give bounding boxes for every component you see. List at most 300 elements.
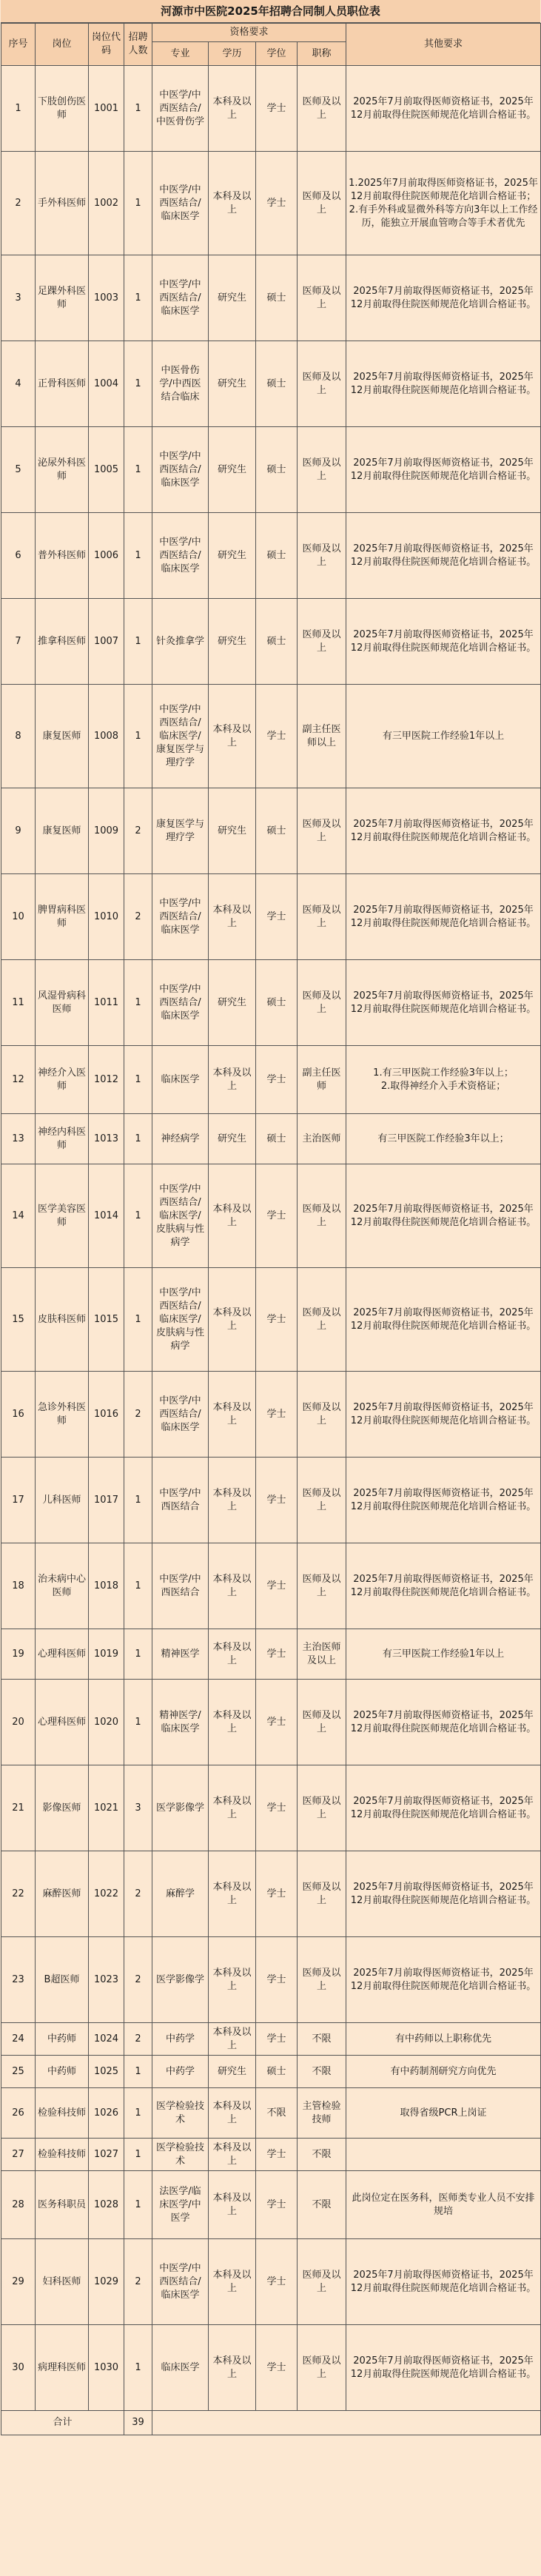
cell-title: 医师及以上: [298, 427, 346, 513]
cell-degree: 硕士: [256, 599, 298, 685]
cell-title: 医师及以上: [298, 1543, 346, 1629]
table-row: [1, 1937, 541, 2023]
table-row: [1, 2088, 541, 2139]
cell-code: 1025: [89, 2056, 124, 2088]
cell-title: 医师及以上: [298, 960, 346, 1046]
cell-education: 本科及以上: [209, 1543, 256, 1629]
table-row: [1, 1629, 541, 1680]
cell-position: 中药师: [36, 2056, 89, 2088]
cell-major: 中医学/中西医结合/临床医学: [152, 2239, 209, 2325]
cell-major: 针灸推拿学: [152, 599, 209, 685]
table-row: [1, 685, 541, 788]
cell-no: 30: [1, 2325, 36, 2411]
header-degree: 学位: [256, 42, 298, 66]
table-row: [1, 341, 541, 427]
document-title: 河源市中医院2025年招聘合同制人员职位表: [1, 0, 540, 23]
cell-major: 医学影像学: [152, 1765, 209, 1851]
cell-other: 2025年7月前取得医师资格证书，2025年12月前取得住院医师规范化培训合格证书。: [346, 427, 541, 513]
cell-title: 医师及以上: [298, 255, 346, 341]
cell-major: 中医学/中西医结合: [152, 1458, 209, 1543]
cell-degree: 学士: [256, 2139, 298, 2171]
table-row: [1, 2139, 541, 2171]
cell-code: 1001: [89, 66, 124, 152]
cell-other: 有中药制剂研究方向优先: [346, 2056, 541, 2088]
cell-other: 2025年7月前取得医师资格证书，2025年12月前取得住院医师规范化培训合格证书。: [346, 1851, 541, 1937]
cell-degree: 学士: [256, 1543, 298, 1629]
cell-major: 中医学/中西医结合/临床医学/皮肤病与性病学: [152, 1268, 209, 1372]
cell-major: 中医学/中西医结合/临床医学: [152, 513, 209, 599]
cell-code: 1029: [89, 2239, 124, 2325]
cell-position: 推拿科医师: [36, 599, 89, 685]
cell-other: 2025年7月前取得医师资格证书，2025年12月前取得住院医师规范化培训合格证书。: [346, 1543, 541, 1629]
cell-count: 1: [124, 1046, 152, 1114]
table-row: [1, 1114, 541, 1164]
table-row: [1, 2325, 541, 2411]
cell-code: 1027: [89, 2139, 124, 2171]
cell-title: 医师及以上: [298, 152, 346, 255]
cell-code: 1011: [89, 960, 124, 1046]
cell-count: 1: [124, 1629, 152, 1680]
cell-no: 22: [1, 1851, 36, 1937]
cell-degree: 硕士: [256, 960, 298, 1046]
cell-no: 25: [1, 2056, 36, 2088]
cell-position: 下肢创伤医师: [36, 66, 89, 152]
cell-degree: 学士: [256, 2171, 298, 2239]
cell-education: 研究生: [209, 427, 256, 513]
cell-no: 1: [1, 66, 36, 152]
cell-education: 研究生: [209, 513, 256, 599]
cell-education: 本科及以上: [209, 2171, 256, 2239]
cell-position: 康复医师: [36, 788, 89, 874]
cell-position: 急诊外科医师: [36, 1372, 89, 1458]
cell-count: 1: [124, 255, 152, 341]
table-body: [1, 66, 541, 2411]
cell-no: 7: [1, 599, 36, 685]
cell-position: 医务科职员: [36, 2171, 89, 2239]
table-row: [1, 1046, 541, 1114]
cell-position: 治未病中心医师: [36, 1543, 89, 1629]
total-label: 合计: [1, 2411, 124, 2435]
header-code: 岗位代码: [89, 24, 124, 66]
cell-no: 5: [1, 427, 36, 513]
cell-major: 中医学/中西医结合/临床医学: [152, 960, 209, 1046]
cell-count: 1: [124, 66, 152, 152]
cell-title: 医师及以上: [298, 2239, 346, 2325]
cell-title: 医师及以上: [298, 1851, 346, 1937]
cell-count: 1: [124, 1458, 152, 1543]
cell-education: 研究生: [209, 2056, 256, 2088]
cell-title: 医师及以上: [298, 1680, 346, 1765]
cell-title: 医师及以上: [298, 1765, 346, 1851]
cell-title: 医师及以上: [298, 599, 346, 685]
cell-other: 2025年7月前取得医师资格证书，2025年12月前取得住院医师规范化培训合格证书。: [346, 1765, 541, 1851]
cell-code: 1009: [89, 788, 124, 874]
cell-code: 1020: [89, 1680, 124, 1765]
cell-major: 麻醉学: [152, 1851, 209, 1937]
cell-major: 法医学/临床医学/中医学: [152, 2171, 209, 2239]
cell-title: 医师及以上: [298, 1937, 346, 2023]
cell-code: 1021: [89, 1765, 124, 1851]
cell-position: 检验科技师: [36, 2088, 89, 2139]
cell-other: 2025年7月前取得医师资格证书，2025年12月前取得住院医师规范化培训合格证书。: [346, 66, 541, 152]
cell-position: 神经内科医师: [36, 1114, 89, 1164]
cell-code: 1024: [89, 2023, 124, 2056]
cell-code: 1008: [89, 685, 124, 788]
cell-position: 医学美容医师: [36, 1164, 89, 1268]
cell-count: 2: [124, 1851, 152, 1937]
cell-education: 研究生: [209, 788, 256, 874]
cell-code: 1005: [89, 427, 124, 513]
cell-no: 19: [1, 1629, 36, 1680]
cell-title: 副主任医师: [298, 1046, 346, 1114]
cell-position: 康复医师: [36, 685, 89, 788]
cell-count: 1: [124, 341, 152, 427]
cell-count: 1: [124, 685, 152, 788]
cell-title: 医师及以上: [298, 1268, 346, 1372]
cell-other: 2025年7月前取得医师资格证书，2025年12月前取得住院医师规范化培训合格证书。: [346, 255, 541, 341]
cell-title: 副主任医师以上: [298, 685, 346, 788]
cell-education: 研究生: [209, 599, 256, 685]
cell-count: 1: [124, 1543, 152, 1629]
cell-education: 研究生: [209, 1114, 256, 1164]
table-row: [1, 1851, 541, 1937]
cell-degree: 学士: [256, 1046, 298, 1114]
cell-education: 本科及以上: [209, 152, 256, 255]
cell-position: 检验科技师: [36, 2139, 89, 2171]
cell-position: 儿科医师: [36, 1458, 89, 1543]
cell-degree: 学士: [256, 1372, 298, 1458]
cell-position: 风湿骨病科医师: [36, 960, 89, 1046]
table-row: [1, 1458, 541, 1543]
cell-count: 1: [124, 1114, 152, 1164]
cell-education: 本科及以上: [209, 1372, 256, 1458]
cell-other: 2025年7月前取得医师资格证书，2025年12月前取得住院医师规范化培训合格证书。: [346, 1458, 541, 1543]
cell-no: 29: [1, 2239, 36, 2325]
cell-no: 17: [1, 1458, 36, 1543]
cell-code: 1023: [89, 1937, 124, 2023]
cell-position: 麻醉医师: [36, 1851, 89, 1937]
cell-degree: 学士: [256, 152, 298, 255]
cell-other: 2025年7月前取得医师资格证书，2025年12月前取得住院医师规范化培训合格证书。: [346, 1268, 541, 1372]
cell-title: 医师及以上: [298, 788, 346, 874]
cell-no: 4: [1, 341, 36, 427]
header-education: 学历: [209, 42, 256, 66]
cell-code: 1013: [89, 1114, 124, 1164]
cell-title: 不限: [298, 2056, 346, 2088]
cell-major: 中医学/中西医结合/临床医学: [152, 874, 209, 960]
cell-count: 2: [124, 1937, 152, 2023]
cell-code: 1018: [89, 1543, 124, 1629]
table-row: [1, 255, 541, 341]
cell-education: 本科及以上: [209, 2088, 256, 2139]
cell-code: 1015: [89, 1268, 124, 1372]
cell-position: 普外科医师: [36, 513, 89, 599]
cell-no: 16: [1, 1372, 36, 1458]
cell-major: 中医学/中西医结合/临床医学: [152, 152, 209, 255]
cell-code: 1003: [89, 255, 124, 341]
header-no: 序号: [1, 24, 36, 66]
cell-education: 本科及以上: [209, 1851, 256, 1937]
cell-title: 主治医师及以上: [298, 1629, 346, 1680]
cell-title: 不限: [298, 2171, 346, 2239]
cell-other: 2025年7月前取得医师资格证书，2025年12月前取得住院医师规范化培训合格证书。: [346, 788, 541, 874]
cell-title: 医师及以上: [298, 66, 346, 152]
cell-degree: 学士: [256, 66, 298, 152]
cell-degree: 学士: [256, 2325, 298, 2411]
cell-count: 1: [124, 152, 152, 255]
cell-other: 2025年7月前取得医师资格证书，2025年12月前取得住院医师规范化培训合格证书。: [346, 2325, 541, 2411]
cell-major: 精神医学: [152, 1629, 209, 1680]
table-row: [1, 513, 541, 599]
cell-count: 1: [124, 513, 152, 599]
cell-position: 影像医师: [36, 1765, 89, 1851]
cell-major: 神经病学: [152, 1114, 209, 1164]
cell-other: 2025年7月前取得医师资格证书，2025年12月前取得住院医师规范化培训合格证书。: [346, 2239, 541, 2325]
cell-degree: 学士: [256, 2023, 298, 2056]
cell-major: 临床医学: [152, 2325, 209, 2411]
cell-code: 1016: [89, 1372, 124, 1458]
cell-no: 12: [1, 1046, 36, 1114]
cell-code: 1012: [89, 1046, 124, 1114]
cell-other: 2025年7月前取得医师资格证书，2025年12月前取得住院医师规范化培训合格证书。: [346, 599, 541, 685]
cell-education: 本科及以上: [209, 2023, 256, 2056]
cell-count: 1: [124, 2325, 152, 2411]
cell-education: 研究生: [209, 255, 256, 341]
cell-no: 18: [1, 1543, 36, 1629]
cell-education: 本科及以上: [209, 2325, 256, 2411]
cell-major: 临床医学: [152, 1046, 209, 1114]
cell-other: 有三甲医院工作经验1年以上: [346, 685, 541, 788]
cell-education: 本科及以上: [209, 685, 256, 788]
cell-degree: 学士: [256, 1765, 298, 1851]
cell-no: 27: [1, 2139, 36, 2171]
cell-degree: 学士: [256, 685, 298, 788]
cell-position: 神经介入医师: [36, 1046, 89, 1114]
cell-code: 1010: [89, 874, 124, 960]
cell-title: 医师及以上: [298, 513, 346, 599]
cell-code: 1007: [89, 599, 124, 685]
cell-count: 1: [124, 960, 152, 1046]
cell-education: 研究生: [209, 960, 256, 1046]
cell-degree: 学士: [256, 1937, 298, 2023]
cell-count: 1: [124, 599, 152, 685]
cell-major: 医学影像学: [152, 1937, 209, 2023]
cell-major: 中药学: [152, 2023, 209, 2056]
cell-no: 14: [1, 1164, 36, 1268]
cell-major: 中医学/中西医结合: [152, 1543, 209, 1629]
cell-other: 有三甲医院工作经验3年以上；: [346, 1114, 541, 1164]
cell-other: 1.2025年7月前取得医师资格证书，2025年12月前取得住院医师规范化培训合格证书； 2.有手外科或显微外科等方向3年以上工作经历，能独立开展血管吻合等手术者优先: [346, 152, 541, 255]
cell-position: 病理科医师: [36, 2325, 89, 2411]
cell-degree: 硕士: [256, 427, 298, 513]
cell-no: 26: [1, 2088, 36, 2139]
table-row: [1, 66, 541, 152]
table-row: [1, 1765, 541, 1851]
cell-degree: 学士: [256, 1851, 298, 1937]
cell-code: 1026: [89, 2088, 124, 2139]
cell-other: 2025年7月前取得医师资格证书，2025年12月前取得住院医师规范化培训合格证书。: [346, 1164, 541, 1268]
cell-code: 1019: [89, 1629, 124, 1680]
cell-title: 医师及以上: [298, 1458, 346, 1543]
cell-education: 本科及以上: [209, 2139, 256, 2171]
cell-degree: 硕士: [256, 2056, 298, 2088]
cell-no: 10: [1, 874, 36, 960]
cell-education: 本科及以上: [209, 1937, 256, 2023]
cell-other: [346, 2139, 541, 2171]
header-position: 岗位: [36, 24, 89, 66]
header-qualification: 资格要求: [152, 24, 346, 42]
cell-code: 1030: [89, 2325, 124, 2411]
cell-code: 1028: [89, 2171, 124, 2239]
table-row: [1, 874, 541, 960]
cell-no: 20: [1, 1680, 36, 1765]
table-row: [1, 1372, 541, 1458]
cell-other: 2025年7月前取得医师资格证书，2025年12月前取得住院医师规范化培训合格证书。: [346, 341, 541, 427]
cell-position: 足踝外科医师: [36, 255, 89, 341]
cell-degree: 学士: [256, 2239, 298, 2325]
cell-education: 本科及以上: [209, 1629, 256, 1680]
table-row: [1, 152, 541, 255]
table-row: [1, 2023, 541, 2056]
cell-position: 正骨科医师: [36, 341, 89, 427]
table-row: [1, 1680, 541, 1765]
cell-position: 泌尿外科医师: [36, 427, 89, 513]
cell-count: 1: [124, 427, 152, 513]
cell-code: 1014: [89, 1164, 124, 1268]
cell-education: 本科及以上: [209, 1046, 256, 1114]
cell-major: 精神医学/临床医学: [152, 1680, 209, 1765]
cell-no: 15: [1, 1268, 36, 1372]
cell-count: 2: [124, 2023, 152, 2056]
cell-no: 24: [1, 2023, 36, 2056]
cell-no: 28: [1, 2171, 36, 2239]
cell-other: 1.有三甲医院工作经验3年以上； 2.取得神经介入手术资格证；: [346, 1046, 541, 1114]
cell-degree: 硕士: [256, 341, 298, 427]
cell-count: 1: [124, 2139, 152, 2171]
cell-no: 8: [1, 685, 36, 788]
cell-education: 本科及以上: [209, 1268, 256, 1372]
cell-major: 康复医学与理疗学: [152, 788, 209, 874]
cell-education: 研究生: [209, 341, 256, 427]
cell-other: 有三甲医院工作经验1年以上: [346, 1629, 541, 1680]
cell-degree: 学士: [256, 874, 298, 960]
cell-no: 2: [1, 152, 36, 255]
cell-education: 本科及以上: [209, 1765, 256, 1851]
cell-other: 2025年7月前取得医师资格证书，2025年12月前取得住院医师规范化培训合格证书。: [346, 513, 541, 599]
cell-degree: 硕士: [256, 1114, 298, 1164]
cell-code: 1004: [89, 341, 124, 427]
cell-major: 中医学/中西医结合/临床医学: [152, 1372, 209, 1458]
cell-no: 23: [1, 1937, 36, 2023]
cell-other: 2025年7月前取得医师资格证书，2025年12月前取得住院医师规范化培训合格证书。: [346, 960, 541, 1046]
header-count: 招聘人数: [124, 24, 152, 66]
cell-code: 1022: [89, 1851, 124, 1937]
cell-degree: 学士: [256, 1268, 298, 1372]
positions-table: [1, 23, 541, 2435]
cell-degree: 硕士: [256, 788, 298, 874]
cell-count: 2: [124, 788, 152, 874]
header-major: 专业: [152, 42, 209, 66]
cell-count: 3: [124, 1765, 152, 1851]
cell-other: 2025年7月前取得医师资格证书，2025年12月前取得住院医师规范化培训合格证书。: [346, 874, 541, 960]
cell-title: 主治医师: [298, 1114, 346, 1164]
cell-major: 中医学/中西医结合/临床医学: [152, 427, 209, 513]
cell-degree: 学士: [256, 1458, 298, 1543]
cell-major: 中医学/中西医结合/临床医学/皮肤病与性病学: [152, 1164, 209, 1268]
cell-title: 医师及以上: [298, 1164, 346, 1268]
cell-education: 本科及以上: [209, 1680, 256, 1765]
cell-count: 2: [124, 874, 152, 960]
cell-major: 医学检验技术: [152, 2139, 209, 2171]
cell-position: 手外科医师: [36, 152, 89, 255]
cell-degree: 硕士: [256, 513, 298, 599]
cell-count: 1: [124, 2088, 152, 2139]
cell-position: 脾胃病科医师: [36, 874, 89, 960]
cell-other: 2025年7月前取得医师资格证书，2025年12月前取得住院医师规范化培训合格证书。: [346, 1372, 541, 1458]
cell-major: 医学检验技术: [152, 2088, 209, 2139]
cell-title: 不限: [298, 2139, 346, 2171]
cell-degree: 学士: [256, 1629, 298, 1680]
cell-no: 9: [1, 788, 36, 874]
cell-education: 本科及以上: [209, 1458, 256, 1543]
cell-count: 1: [124, 1268, 152, 1372]
cell-count: 2: [124, 2239, 152, 2325]
table-row: [1, 1164, 541, 1268]
cell-degree: 学士: [256, 1164, 298, 1268]
cell-other: 有中药师以上职称优先: [346, 2023, 541, 2056]
cell-degree: 不限: [256, 2088, 298, 2139]
cell-no: 3: [1, 255, 36, 341]
cell-major: 中药学: [152, 2056, 209, 2088]
header-other: 其他要求: [346, 24, 541, 66]
cell-education: 本科及以上: [209, 66, 256, 152]
cell-code: 1002: [89, 152, 124, 255]
cell-position: 妇科医师: [36, 2239, 89, 2325]
cell-no: 13: [1, 1114, 36, 1164]
table-row: [1, 788, 541, 874]
cell-position: 中药师: [36, 2023, 89, 2056]
cell-education: 本科及以上: [209, 2239, 256, 2325]
cell-title: 医师及以上: [298, 874, 346, 960]
cell-count: 1: [124, 2171, 152, 2239]
cell-title: 医师及以上: [298, 2325, 346, 2411]
cell-count: 1: [124, 2056, 152, 2088]
cell-position: 心理科医师: [36, 1680, 89, 1765]
cell-other: 2025年7月前取得医师资格证书，2025年12月前取得住院医师规范化培训合格证书。: [346, 1937, 541, 2023]
table-row: [1, 2171, 541, 2239]
cell-major: 中医学/中西医结合/中医骨伤学: [152, 66, 209, 152]
total-empty: [152, 2411, 541, 2435]
cell-degree: 硕士: [256, 255, 298, 341]
table-row: [1, 2056, 541, 2088]
cell-other: 2025年7月前取得医师资格证书，2025年12月前取得住院医师规范化培训合格证书。: [346, 1680, 541, 1765]
cell-no: 6: [1, 513, 36, 599]
total-count: 39: [124, 2411, 152, 2435]
table-row: [1, 427, 541, 513]
cell-count: 1: [124, 1164, 152, 1268]
cell-degree: 学士: [256, 1680, 298, 1765]
table-row: [1, 1543, 541, 1629]
cell-education: 本科及以上: [209, 874, 256, 960]
cell-other: 取得省级PCR上岗证: [346, 2088, 541, 2139]
cell-no: 21: [1, 1765, 36, 1851]
cell-position: B超医师: [36, 1937, 89, 2023]
table-row: [1, 599, 541, 685]
cell-code: 1017: [89, 1458, 124, 1543]
cell-other: 此岗位定在医务科，医师类专业人员不安排规培: [346, 2171, 541, 2239]
table-row: [1, 2239, 541, 2325]
total-row: [1, 2411, 541, 2435]
